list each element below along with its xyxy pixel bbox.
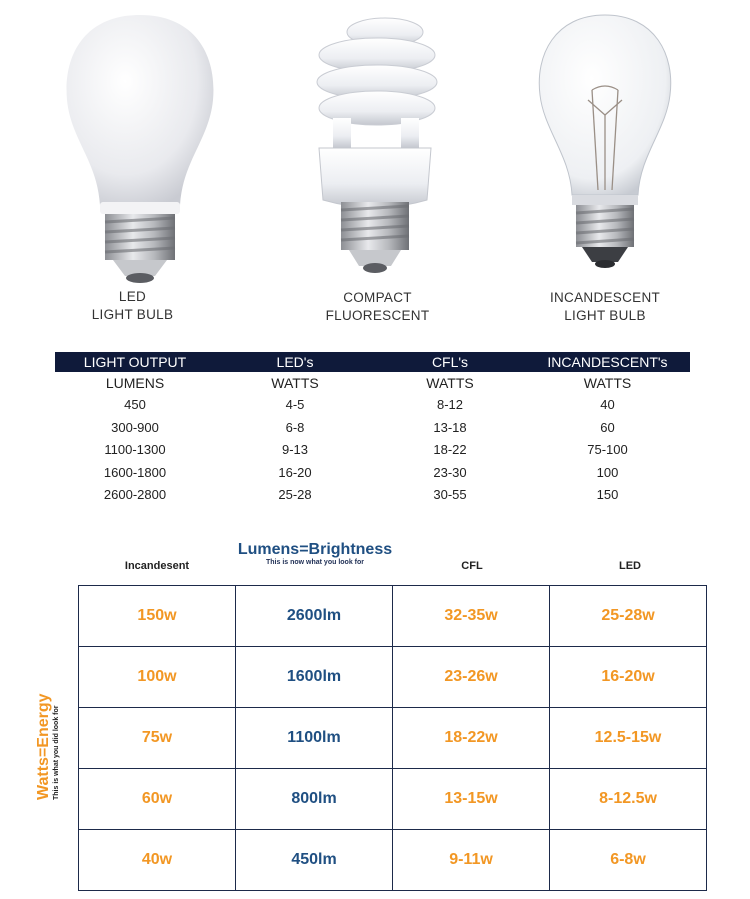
table-cell: 40 — [600, 397, 615, 412]
table-cell: 12.5-15w — [550, 708, 707, 769]
column-header-cfl: CFL — [461, 560, 483, 572]
table-cell: 1100-1300 — [104, 442, 166, 457]
table-cell: 23-26w — [393, 647, 550, 708]
led-caption: LED LIGHT BULB — [91, 289, 174, 322]
table-cell: 40w — [79, 830, 236, 891]
table-cell: 150 — [596, 487, 619, 502]
table-subheader — [55, 372, 690, 394]
table-cell: 300-900 — [111, 419, 159, 435]
table-cell: 9-13 — [281, 442, 309, 457]
table-cell: 16-20w — [550, 647, 707, 708]
table-cell: 25-28 — [278, 487, 312, 502]
table-cell: 450lm — [236, 830, 393, 891]
table-row — [79, 708, 707, 769]
table-cell: 4-5 — [285, 397, 305, 412]
header-leds: LED's — [276, 354, 314, 370]
table-cell: 9-11w — [393, 830, 550, 891]
table-row — [55, 484, 690, 507]
column-header-led: LED — [619, 560, 641, 572]
watts-energy-title: Watts=Energy — [35, 693, 52, 800]
watts-lumens-grid — [78, 585, 707, 891]
lumens-brightness-subtitle: This is now what you look for — [265, 559, 364, 566]
table-cell: 60w — [79, 769, 236, 830]
lumens-brightness-title: Lumens=Brightness — [237, 541, 393, 558]
subheader-watts: WATTS — [583, 375, 632, 391]
header-light-output: LIGHT OUTPUT — [83, 354, 187, 370]
table-row — [55, 439, 690, 462]
table-row — [55, 417, 690, 440]
subheader-watts: WATTS — [426, 375, 474, 391]
table-cell: 18-22 — [433, 442, 467, 457]
table-cell: 8-12 — [436, 397, 464, 412]
header-incandescents: INCANDESCENT's — [547, 354, 668, 370]
table-cell: 2600lm — [236, 586, 393, 647]
table-cell: 1100lm — [236, 708, 393, 769]
table-cell: 800lm — [236, 769, 393, 830]
table-cell: 75-100 — [587, 442, 628, 457]
incandescent-bulb-image — [530, 10, 680, 275]
table-row — [55, 394, 690, 417]
table-cell: 450 — [124, 397, 146, 412]
watts-energy-subtitle: This is what you did look for — [53, 705, 60, 800]
led-bulb-image — [55, 10, 225, 285]
table-cell: 6-8 — [285, 419, 305, 435]
watts-energy-label — [36, 670, 66, 800]
table-cell: 150w — [79, 586, 236, 647]
table-cell: 6-8w — [550, 830, 707, 891]
table-header — [55, 352, 690, 372]
table-cell: 18-22w — [393, 708, 550, 769]
column-header-incandesent: Incandesent — [124, 560, 190, 572]
table-row — [79, 647, 707, 708]
cfl-caption: COMPACT FLUORESCENT — [325, 290, 430, 323]
header-cfls: CFL's — [431, 354, 469, 370]
table-cell: 8-12.5w — [550, 769, 707, 830]
table-cell: 13-15w — [393, 769, 550, 830]
table-cell: 23-30 — [433, 464, 467, 480]
table-cell: 2600-2800 — [103, 487, 167, 502]
table-cell: 75w — [79, 708, 236, 769]
table-cell: 32-35w — [393, 586, 550, 647]
lumens-watts-table — [55, 352, 690, 507]
table-cell: 13-18 — [433, 419, 467, 435]
table-cell: 16-20 — [278, 464, 312, 480]
table-cell: 100w — [79, 647, 236, 708]
table-cell: 1600-1800 — [103, 464, 167, 480]
table-row — [79, 769, 707, 830]
subheader-watts: WATTS — [271, 375, 319, 391]
table-row — [79, 586, 707, 647]
table-row — [79, 830, 707, 891]
subheader-lumens: LUMENS — [105, 375, 165, 391]
table-cell: 25-28w — [550, 586, 707, 647]
table-row — [55, 462, 690, 485]
table-cell: 30-55 — [433, 487, 467, 502]
table-cell: 60 — [600, 419, 615, 435]
table-cell: 100 — [596, 464, 619, 480]
table-cell: 1600lm — [236, 647, 393, 708]
cfl-bulb-image — [305, 10, 445, 285]
incandescent-caption: INCANDESCENT LIGHT BULB — [549, 290, 661, 323]
